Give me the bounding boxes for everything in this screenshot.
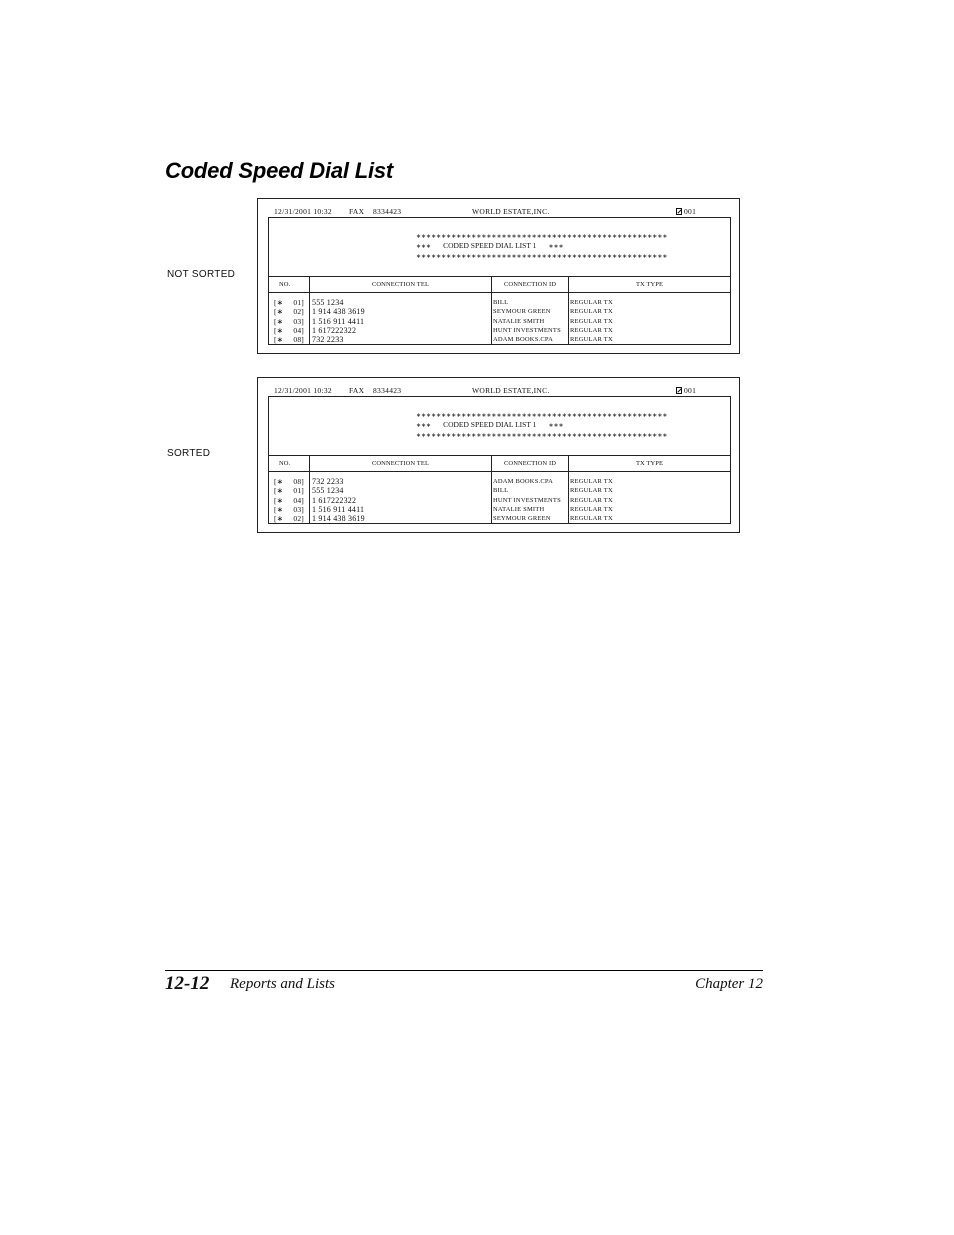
banner-stars-bottom: ∗∗∗∗∗∗∗∗∗∗∗∗∗∗∗∗∗∗∗∗∗∗∗∗∗∗∗∗∗∗∗∗∗∗∗∗∗∗∗∗∗∗∗∗∗∗∗∗∗∗ xyxy=(416,254,668,260)
report-fax-label: FAX xyxy=(349,207,365,216)
report-banner xyxy=(269,218,730,277)
banner-right-stars: ∗∗∗ xyxy=(548,423,564,429)
table-cell-tel: 732 2233 xyxy=(312,335,344,345)
table-cell-tx: REGULAR TX xyxy=(570,487,613,495)
table-cell-no: [∗ 08] xyxy=(274,477,304,486)
table-cell-tel: 1 516 911 4411 xyxy=(312,316,365,326)
banner-title: CODED SPEED DIAL LIST 1 xyxy=(443,241,537,250)
report-company: WORLD ESTATE,INC. xyxy=(472,207,550,216)
table-cell-tel: 732 2233 xyxy=(312,477,344,486)
table-cell-id: ADAM BOOKS.CPA xyxy=(493,336,553,344)
table-cell-no: [∗ 04] xyxy=(274,325,304,335)
table-cell-tel: 1 617222322 xyxy=(312,325,357,335)
report-table xyxy=(269,456,730,523)
banner-left-stars: ∗∗∗ xyxy=(416,244,432,250)
banner-title-line xyxy=(416,241,564,250)
page-title: Coded Speed Dial List xyxy=(165,158,394,183)
report-table xyxy=(269,277,730,344)
column-header-no: NO. xyxy=(269,277,309,293)
column-header-tel: CONNECTION TEL xyxy=(310,277,491,293)
table-cell-tx: REGULAR TX xyxy=(570,308,613,316)
table-cell-tx: REGULAR TX xyxy=(570,336,613,344)
banner-stars-top: ∗∗∗∗∗∗∗∗∗∗∗∗∗∗∗∗∗∗∗∗∗∗∗∗∗∗∗∗∗∗∗∗∗∗∗∗∗∗∗∗∗∗∗∗∗∗∗∗∗∗ xyxy=(416,413,668,419)
table-cell-id: SEYMOUR GREEN xyxy=(493,515,551,523)
table-cell-id: NATALIE SMITH xyxy=(493,505,545,513)
table-cell-tel: 1 914 438 3619 xyxy=(312,514,365,524)
table-cell-no: [∗ 02] xyxy=(274,514,304,524)
report-body xyxy=(268,396,731,524)
report-not-sorted xyxy=(257,198,740,354)
column-no xyxy=(269,277,310,344)
table-cell-id: BILL xyxy=(493,299,509,306)
column-id xyxy=(492,456,569,523)
report-company: WORLD ESTATE,INC. xyxy=(472,386,550,395)
table-cell-no: [∗ 01] xyxy=(274,486,304,496)
banner-left-stars: ∗∗∗ xyxy=(416,423,432,429)
report-page xyxy=(676,207,696,216)
table-cell-tel: 1 516 911 4411 xyxy=(312,504,365,514)
banner-right-stars: ∗∗∗ xyxy=(548,244,564,250)
table-cell-tx: REGULAR TX xyxy=(570,496,613,504)
table-cell-no: [∗ 04] xyxy=(274,495,304,505)
table-cell-tx: REGULAR TX xyxy=(570,317,613,325)
banner-stars-bottom: ∗∗∗∗∗∗∗∗∗∗∗∗∗∗∗∗∗∗∗∗∗∗∗∗∗∗∗∗∗∗∗∗∗∗∗∗∗∗∗∗∗∗∗∗∗∗∗∗∗∗ xyxy=(416,433,668,439)
column-tel xyxy=(310,277,492,344)
page-icon xyxy=(676,208,682,215)
table-cell-tx: REGULAR TX xyxy=(570,299,613,306)
report-fax-number: 8334423 xyxy=(373,386,402,395)
report-page xyxy=(676,386,696,395)
report-banner xyxy=(269,397,730,456)
table-cell-id: SEYMOUR GREEN xyxy=(493,308,551,316)
table-cell-id: BILL xyxy=(493,487,509,495)
report-fax-number: 8334423 xyxy=(373,207,402,216)
table-cell-no: [∗ 03] xyxy=(274,316,304,326)
table-cell-tel: 1 914 438 3619 xyxy=(312,307,365,317)
table-cell-tel: 555 1234 xyxy=(312,486,344,496)
table-cell-tx: REGULAR TX xyxy=(570,478,613,485)
report-sorted xyxy=(257,377,740,533)
table-cell-tx: REGULAR TX xyxy=(570,505,613,513)
side-label-sorted: SORTED xyxy=(167,448,211,459)
table-cell-tel: 1 617222322 xyxy=(312,495,357,505)
footer-chapter: Chapter 12 xyxy=(695,976,763,992)
column-tel xyxy=(310,456,492,523)
footer-rule xyxy=(165,970,763,971)
banner-stars-top: ∗∗∗∗∗∗∗∗∗∗∗∗∗∗∗∗∗∗∗∗∗∗∗∗∗∗∗∗∗∗∗∗∗∗∗∗∗∗∗∗∗∗∗∗∗∗∗∗∗∗ xyxy=(416,234,668,240)
column-header-id: CONNECTION ID xyxy=(492,456,568,472)
report-body xyxy=(268,217,731,345)
column-no xyxy=(269,456,310,523)
report-date: 12/31/2001 10:32 xyxy=(274,386,332,395)
report-fax-label: FAX xyxy=(349,386,365,395)
column-id xyxy=(492,277,569,344)
banner-title-line xyxy=(416,420,564,429)
report-page-number: 001 xyxy=(684,207,697,216)
report-date: 12/31/2001 10:32 xyxy=(274,207,332,216)
table-cell-tx: REGULAR TX xyxy=(570,515,613,523)
table-cell-id: HUNT INVESTMENTS xyxy=(493,496,561,504)
column-tx xyxy=(569,456,730,523)
column-header-tx: TX TYPE xyxy=(569,277,730,293)
table-cell-no: [∗ 02] xyxy=(274,307,304,317)
page-icon xyxy=(676,387,682,394)
footer-page-number: 12-12 xyxy=(165,973,210,994)
table-cell-no: [∗ 08] xyxy=(274,335,304,345)
table-cell-no: [∗ 01] xyxy=(274,298,304,307)
column-header-no: NO. xyxy=(269,456,309,472)
table-cell-tx: REGULAR TX xyxy=(570,326,613,334)
table-cell-no: [∗ 03] xyxy=(274,504,304,514)
banner-title: CODED SPEED DIAL LIST 1 xyxy=(443,420,537,429)
table-cell-id: HUNT INVESTMENTS xyxy=(493,326,561,334)
column-tx xyxy=(569,277,730,344)
column-header-tx: TX TYPE xyxy=(569,456,730,472)
report-page-number: 001 xyxy=(684,386,697,395)
table-cell-id: ADAM BOOKS.CPA xyxy=(493,478,553,485)
column-header-tel: CONNECTION TEL xyxy=(310,456,491,472)
table-cell-tel: 555 1234 xyxy=(312,298,344,307)
side-label-not-sorted: NOT SORTED xyxy=(167,269,236,280)
footer-section: Reports and Lists xyxy=(230,976,336,992)
column-header-id: CONNECTION ID xyxy=(492,277,568,293)
table-cell-id: NATALIE SMITH xyxy=(493,317,545,325)
